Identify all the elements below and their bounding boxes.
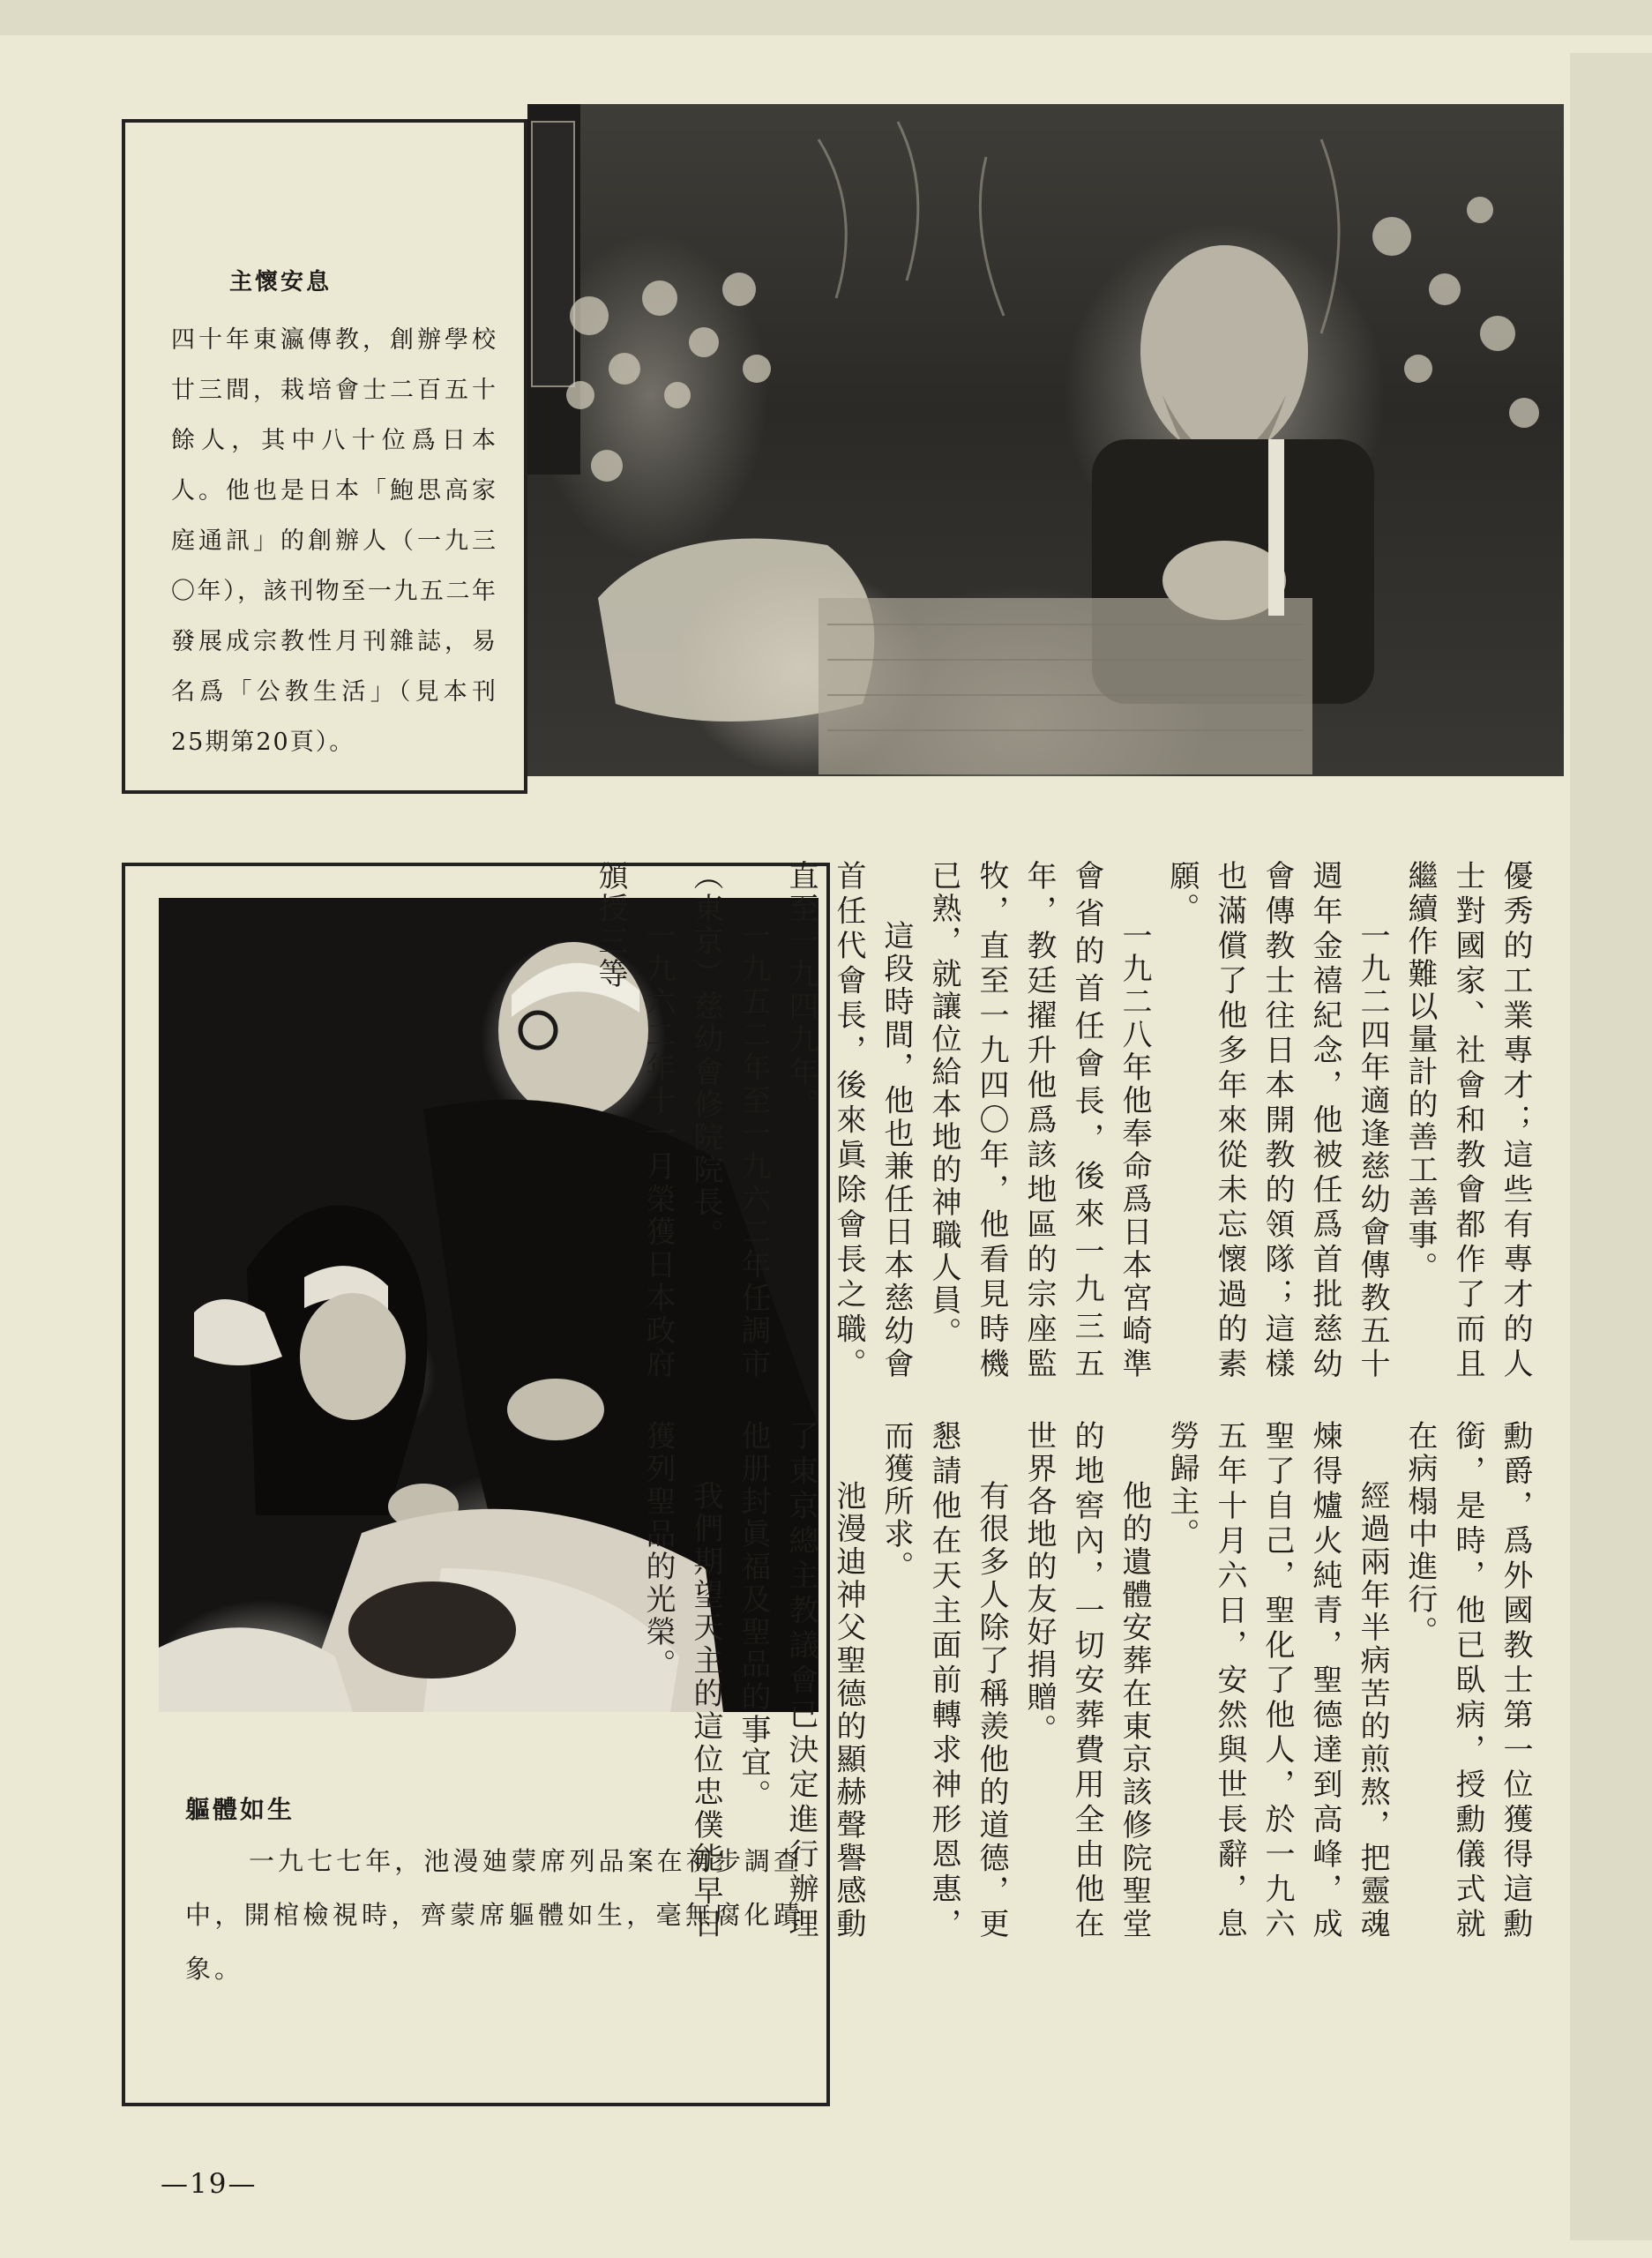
paragraph: 這段時間，他也兼任日本慈幼會首任代會長，後來眞除會長之職。直至一九四九年。 — [783, 860, 914, 1380]
paragraph: 一九二四年適逢慈幼會傳教五十週年金禧紀念，他被任爲首批慈幼會傳教士往日本開教的領隊；這樣也滿償了他多年來從未忘懷過的素願。 — [1164, 860, 1390, 1380]
caption-title: 軀體如生 — [185, 1795, 295, 1824]
paragraph: 他的遺體安葬在東京該修院聖堂的地窖內，一切安葬費用全由他在世界各地的友好捐贈。 — [1021, 1420, 1152, 1940]
paragraph: 池漫迪神父聖德的顯赫聲譽感動了東京總主教議會已決定進行辦理他册封眞福及聖品的事宜。 — [736, 1420, 866, 1940]
page-top-shadow — [0, 0, 1652, 35]
page-number: —19— — [161, 2168, 258, 2200]
paragraph: 勳爵，爲外國教士第一位獲得這勳銜，是時，他已臥病，授勳儀式就在病榻中進行。 — [1402, 1420, 1533, 1940]
paragraph: 一九五二年至一九六二年任調市（東京）慈幼會修院院長。 — [688, 860, 771, 1380]
article-upper-column — [587, 860, 1539, 1380]
paragraph: 一九六二年十一月榮獲日本政府頒授三等 — [593, 860, 676, 1380]
paragraph: 一九二八年他奉命爲日本宮崎準會省的首任會長，後來一九三五年，教廷擢升他爲該地區的宗座監牧，直至一九四〇年，他看見時機已熟，就讓位給本地的神職人員。 — [926, 860, 1152, 1380]
caption-body: 一九七七年，池漫廸蒙席列品案在初步調查中，開棺檢視時，齊蒙席軀體如生，毫無腐化蹟象。 — [185, 1846, 803, 1984]
caption-body: 四十年東瀛傳教，創辦學校廿三間，栽培會士二百五十餘人，其中八十位爲日本人。他也是日本「鮑思高家庭通訊」的創辦人（一九三〇年），該刊物至一九五二年發展成宗教性月刊雜誌，易名爲「公教生活」（見本刊25期第20頁）。 — [171, 326, 497, 756]
paragraph: 經過兩年半病苦的煎熬，把靈魂煉得爐火純青，聖德達到高峰，成聖了自己，聖化了他人，於一九六五年十月六日，安然與世長辭，息勞歸主。 — [1164, 1420, 1390, 1940]
paragraph: 優秀的工業專才；這些有專才的人士對國家、社會和教會都作了而且繼續作難以量計的善工善事。 — [1402, 860, 1533, 1380]
paragraph: 有很多人除了稱羨他的道德，更懇請他在天主面前轉求神形恩惠，而獲所求。 — [878, 1420, 1009, 1940]
caption-title: 主懷安息 — [229, 269, 333, 295]
paragraph: 我們期望天主的這位忠僕能早日獲列聖品的光榮。 — [640, 1420, 723, 1940]
funeral-photo — [527, 104, 1564, 776]
article-lower-column — [634, 1420, 1539, 1940]
caption-box-top — [122, 119, 527, 794]
funeral-photo-illustration — [527, 104, 1564, 776]
page-edge-shadow — [1570, 53, 1652, 2240]
